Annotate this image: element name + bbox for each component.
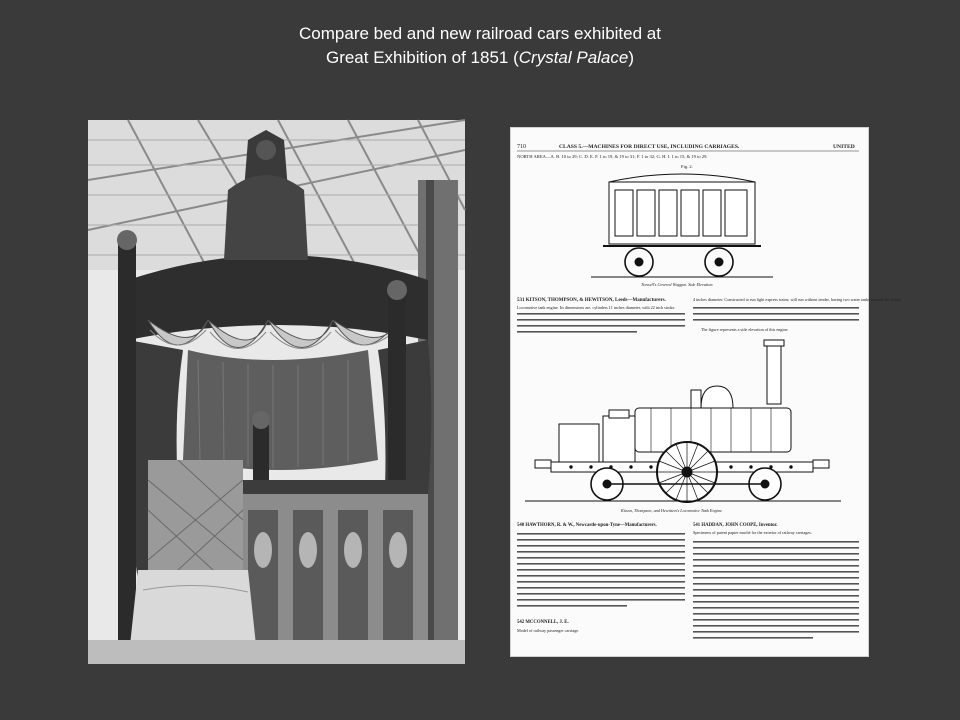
entry-531-heading: 531 KITSON, THOMPSON, & HEWITSON, Leeds—Manufacturers.: [517, 298, 666, 303]
title-line-1: Compare bed and new railroad cars exhibited at: [299, 24, 661, 43]
catalog-page-illustration: [511, 128, 902, 656]
page-number: 710: [517, 144, 526, 150]
entry-542-text: Model of railway passenger carriage.: [517, 628, 580, 633]
title-line-2-suffix: ): [628, 48, 635, 67]
running-header-right: UNITED: [833, 144, 855, 150]
title-line-2-prefix: Great Exhibition of 1851 (: [325, 48, 519, 67]
slide-title: [0, 22, 960, 70]
entry-541-text: Specimens of patent papier maché for the exterior of railway carriages.: [693, 530, 812, 535]
entry-531-text: Locomotive tank engine. Its dimensions are, cylinders 11 inches diameter, with 22 inch stroke.: [517, 305, 676, 310]
running-header: CLASS 5.—MACHINES FOR DIRECT USE, INCLUDING CARRIAGES.: [559, 144, 740, 150]
title-crystal-palace: Crystal Palace: [518, 48, 629, 67]
right-col-text-2: The figure represents a side elevation of this engine.: [701, 327, 789, 332]
entry-541-heading: 541 HADDAN, JOHN COOPE, Inventor.: [693, 523, 778, 528]
bed-illustration: [88, 120, 465, 664]
fig-label: Fig. 2.: [681, 164, 693, 169]
catalog-page: [511, 128, 902, 656]
carriage-caption: Tressell's Covered Waggon. Side Elevation.: [641, 282, 714, 287]
bed-engraving: [88, 120, 465, 664]
right-col-text: 4 inches diameter. Constructed to run light express trains; will run without tender, having two water tanks beneath the boiler.: [693, 297, 902, 302]
section-line: NORTH AREA—A. B. 10 to 29; C. D. E. F. 1 to 19, & 19 to 31; F. 1 to 32; G. H. I. 1 to 15, & 19 to 29.: [517, 154, 708, 159]
title-line-2: [0, 46, 960, 70]
entry-542-heading: 542 MCCONNELL, J. E.: [517, 620, 569, 625]
entry-540-heading: 540 HAWTHORN, R. & W., Newcastle-upon-Tyne—Manufacturers.: [517, 523, 657, 528]
locomotive-caption: Kitson, Thompson, and Hewitson's Locomotive Tank Engine.: [621, 508, 723, 513]
